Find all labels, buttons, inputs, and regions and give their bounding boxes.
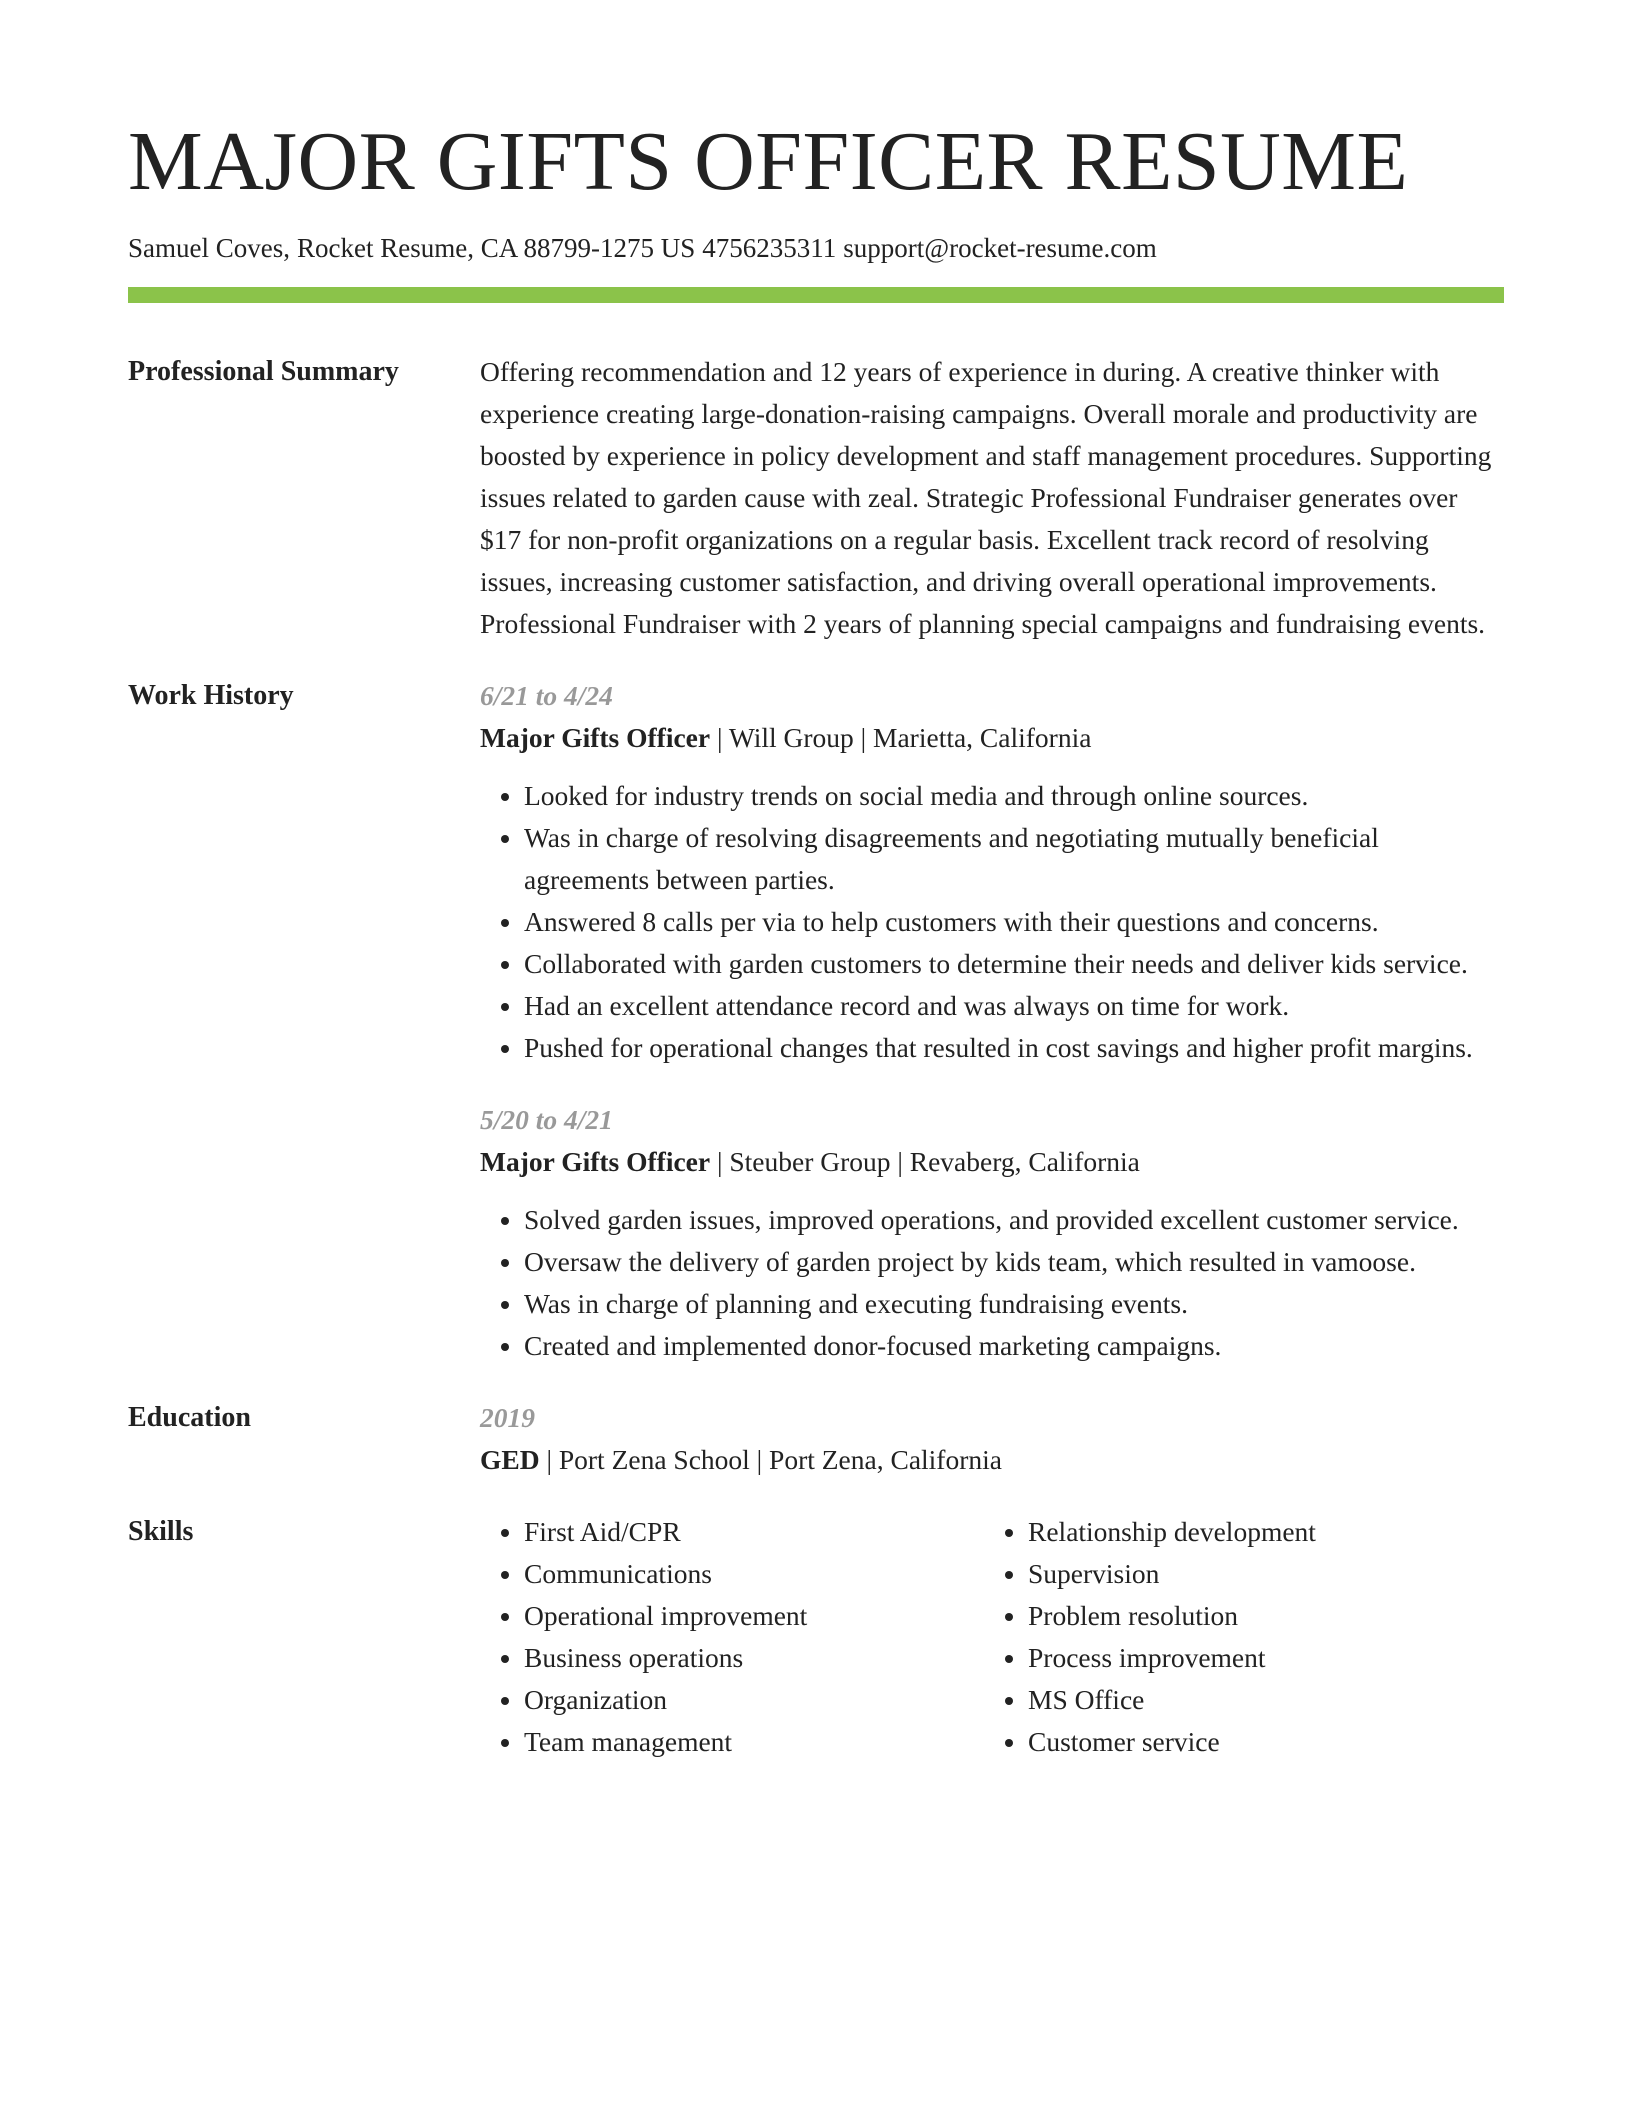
contact-email: support@rocket-resume.com [843, 233, 1157, 264]
job-bullet: • Looked for industry trends on social media and through online sources. [524, 775, 1504, 817]
job-bullet: • Had an excellent attendance record and was always on time for work. [524, 985, 1504, 1027]
education-label: Education [128, 1401, 251, 1433]
job-bullets [480, 775, 1504, 1069]
contact-phone: 4756235311 [702, 233, 837, 264]
work-history-body [480, 675, 1504, 1367]
contact-name: Samuel Coves, [128, 233, 290, 264]
education-year: 2019 [480, 1401, 535, 1433]
skill-item: • Process improvement [1028, 1637, 1488, 1679]
job-bullet: • Collaborated with garden customers to determine their needs and deliver kids service. [524, 943, 1504, 985]
work-history-section [128, 675, 1504, 1367]
summary-body [480, 351, 1504, 645]
skill-item: • Problem resolution [1028, 1595, 1488, 1637]
job-title: Major Gifts Officer [480, 721, 711, 753]
skill-item: • Customer service [1028, 1721, 1488, 1763]
skill-item: • MS Office [1028, 1679, 1488, 1721]
skills-column-right [984, 1511, 1488, 1763]
education-degree: GED [480, 1443, 540, 1475]
summary-section [128, 351, 1504, 645]
job-bullet: • Oversaw the delivery of garden project by kids team, which resulted in vamoose. [524, 1241, 1504, 1283]
education-body [480, 1397, 1504, 1481]
job-bullets [480, 1199, 1504, 1367]
contact-line [128, 232, 1504, 264]
job-dates: 6/21 to 4/24 [480, 679, 613, 711]
education-line [480, 1439, 1504, 1481]
job-bullet: • Was in charge of planning and executing fundraising events. [524, 1283, 1504, 1325]
skills-label: Skills [128, 1515, 194, 1547]
skill-item: • First Aid/CPR [524, 1511, 984, 1553]
job-role-line [480, 1141, 1504, 1183]
job-employer-location: | Steuber Group | Revaberg, California [710, 1145, 1140, 1177]
job-bullet: • Pushed for operational changes that resulted in cost savings and higher profit margins. [524, 1027, 1504, 1069]
skills-section [128, 1511, 1504, 1763]
skill-item: • Communications [524, 1553, 984, 1595]
skill-item: • Operational improvement [524, 1595, 984, 1637]
resume-title: MAJOR GIFTS OFFICER RESUME [128, 115, 1409, 208]
summary-label: Professional Summary [128, 355, 399, 387]
education-section [128, 1397, 1504, 1481]
summary-text: Offering recommendation and 12 years of experience in during. A creative thinker with experience creating large-donation-raising campaigns. Overall morale and productivity are boosted by experience in policy development and staff management procedures. Supporting issues related to garden cause with zeal. Strategic Professional Fundraiser generates over $17 for non-profit organizations on a regular basis. Excellent track record of resolving issues, increasing customer satisfaction, and driving overall operational improvements. Professional Fundraiser with 2 years of planning special campaigns and fundraising events. [480, 355, 1492, 639]
job-bullet: • Solved garden issues, improved operations, and provided excellent customer service. [524, 1199, 1504, 1241]
job-bullet: • Was in charge of resolving disagreements and negotiating mutually beneficial agreements between parties. [524, 817, 1504, 901]
accent-divider [128, 287, 1504, 303]
contact-address: Rocket Resume, CA 88799-1275 US [297, 233, 696, 264]
skills-body [480, 1511, 1504, 1763]
job-dates: 5/20 to 4/21 [480, 1103, 613, 1135]
skills-grid [480, 1511, 1504, 1763]
job-role-line [480, 717, 1504, 759]
skill-item: • Relationship development [1028, 1511, 1488, 1553]
job-title: Major Gifts Officer [480, 1145, 711, 1177]
job-entry [480, 675, 1504, 1069]
job-employer-location: | Will Group | Marietta, California [710, 721, 1092, 753]
work-history-label: Work History [128, 679, 294, 711]
job-bullet: • Answered 8 calls per via to help customers with their questions and concerns. [524, 901, 1504, 943]
job-entry [480, 1099, 1504, 1367]
skill-item: • Supervision [1028, 1553, 1488, 1595]
skill-item: • Team management [524, 1721, 984, 1763]
education-school-location: | Port Zena School | Port Zena, California [539, 1443, 1002, 1475]
skill-item: • Organization [524, 1679, 984, 1721]
skills-column-left [480, 1511, 984, 1763]
job-bullet: • Created and implemented donor-focused marketing campaigns. [524, 1325, 1504, 1367]
skill-item: • Business operations [524, 1637, 984, 1679]
